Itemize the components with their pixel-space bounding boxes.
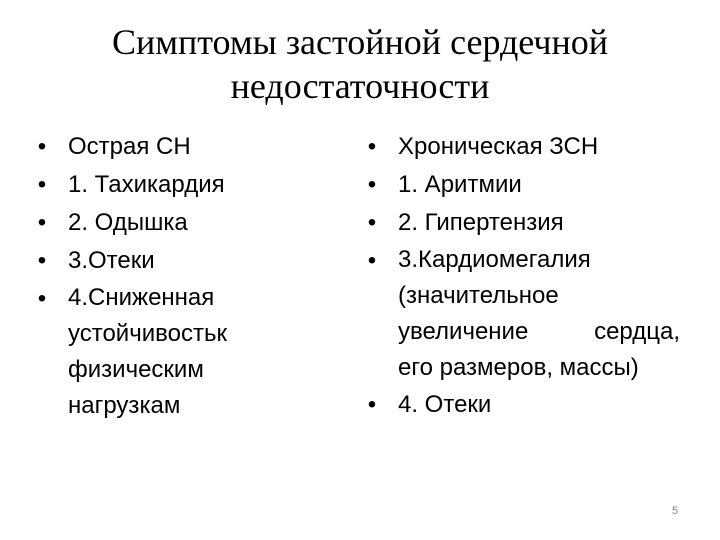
- list-item: [360, 242, 680, 386]
- bullet-icon: •: [367, 209, 377, 236]
- list-item: [360, 386, 680, 424]
- list-item: [360, 166, 680, 204]
- list-item-text: 4. Отеки: [398, 391, 492, 418]
- list-item-line: 3.Кардиомегалия: [398, 246, 591, 273]
- list-item: [30, 204, 330, 242]
- list-item-line: 4.Сниженная: [68, 284, 215, 311]
- list-item-text: [68, 280, 330, 424]
- slide-title-line-1: Симптомы застойной сердечной: [111, 22, 609, 62]
- list-item: [30, 166, 330, 204]
- slide-title-line-2: недостаточности: [230, 66, 490, 106]
- list-item: [360, 204, 680, 242]
- list-item: [30, 128, 330, 166]
- list-item-line: его размеров, массы): [398, 354, 639, 381]
- list-item-text: 1. Аритмии: [398, 171, 522, 198]
- list-item-line: увеличение сердца,: [398, 318, 680, 345]
- acute-hf-list: [30, 128, 330, 424]
- bullet-icon: •: [37, 133, 47, 160]
- list-item-line: физическим: [68, 356, 204, 383]
- list-item: [30, 242, 330, 280]
- bullet-icon: •: [37, 209, 47, 236]
- bullet-icon: •: [367, 171, 377, 198]
- list-item-line: нагрузкам: [68, 392, 181, 419]
- list-item-text: Хроническая ЗСН: [398, 133, 599, 160]
- bullet-icon: •: [37, 285, 47, 312]
- list-item-line: устойчивостьк: [68, 320, 227, 347]
- list-item-text: 3.Отеки: [68, 247, 155, 274]
- list-item-text: Острая СН: [68, 133, 191, 160]
- chronic-hf-list: [360, 128, 680, 424]
- page-number: 5: [671, 505, 679, 517]
- bullet-icon: •: [367, 391, 377, 418]
- list-item-text: 1. Тахикардия: [68, 171, 225, 198]
- list-item: [30, 280, 330, 424]
- list-item: [360, 128, 680, 166]
- bullet-icon: •: [37, 171, 47, 198]
- slide-title: [60, 20, 660, 108]
- bullet-icon: •: [367, 247, 377, 274]
- bullet-icon: •: [37, 247, 47, 274]
- bullet-icon: •: [367, 133, 377, 160]
- list-item-text: [398, 242, 680, 386]
- list-item-line: (значительное: [398, 282, 559, 309]
- list-item-text: 2. Гипертензия: [398, 209, 564, 236]
- list-item-text: 2. Одышка: [68, 209, 188, 236]
